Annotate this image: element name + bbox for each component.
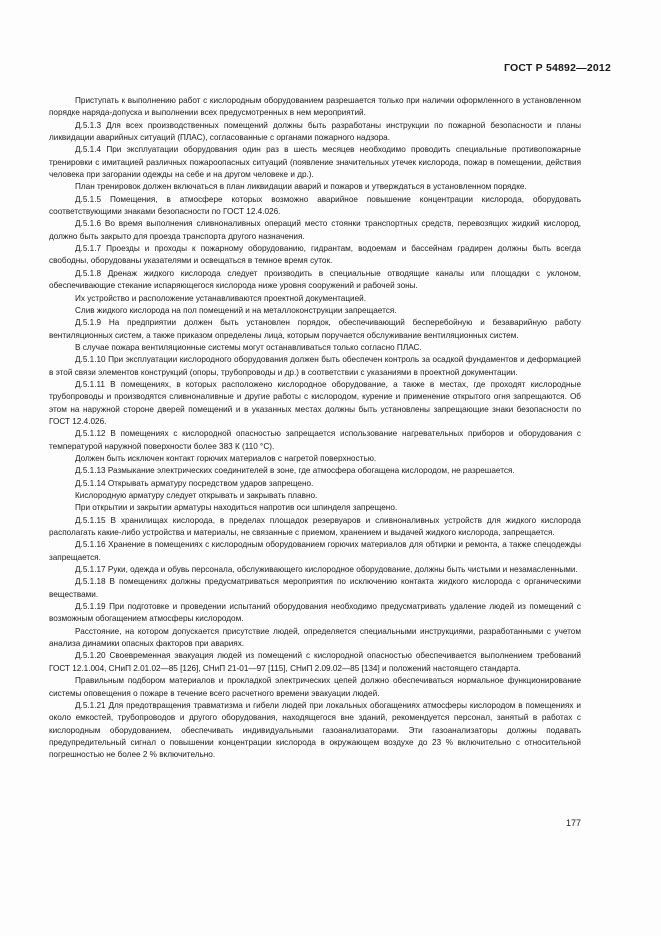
paragraph: Кислородную арматуру следует открывать и закрывать плавно. (75, 491, 318, 500)
paragraph: Д.5.1.13 Размыкание электрических соединителей в зоне, где атмосфера обогащена кислородом, не разрешается. (75, 466, 515, 476)
page-number: 177 (565, 818, 581, 828)
paragraph: В случае пожара вентиляционные системы могут останавливаться только согласно ПЛАС. (75, 342, 422, 352)
paragraph: Расстояние, на котором допускается присутствие людей, определяется специальными инструкциями, разработанными с учетом анализа динамики опасных факторов при авариях. (49, 626, 581, 649)
paragraph: Д.5.1.8 Дренаж жидкого кислорода следует производить в специальные отводящие каналы или площадки с уклоном, обеспечивающие стекание испаряющегося кислорода ниже уровня сооружений и рабочей зоны. (49, 268, 581, 291)
paragraph: Д.5.1.5 Помещения, в атмосфере которых возможно аварийное повышение концентрации кислорода, оборудовать соответствующими знаками безопасности по ГОСТ 12.4.026. (49, 194, 581, 217)
paragraph: Их устройство и расположение устанавливаются проектной документацией. (75, 293, 367, 303)
paragraph: Д.5.1.19 При подготовке и проведении испытаний оборудования необходимо предусматривать удаление людей из помещений с возможным обогащением атмосферы кислородом. (49, 602, 581, 624)
paragraph: Приступать к выполнению работ с кислородным оборудованием разрешается только при наличии оформленного в установленном порядке наряда-допуска и выполнении всех предусмотренных в нем мероприятий. (49, 96, 581, 118)
paragraph: Д.5.1.18 В помещениях должны предусматриваться мероприятия по исключению контакта жидкого кислорода с органическими веществами. (49, 577, 581, 599)
paragraph: Д.5.1.7 Проезды и проходы к пожарному оборудованию, гидрантам, водоемам и бассейнам градирен должны быть всегда свободны, оборудованы указателями и освещаться в темное время суток. (49, 244, 581, 266)
paragraph: Д.5.1.10 При эксплуатации кислородного оборудования должен быть обеспечен контроль за осадкой фундаментов и деформацией в этой связи элементов конструкций (опоры, трубопроводы и др.) в соответствии с указаниями в проектной документации. (49, 355, 581, 377)
document-body (49, 95, 581, 762)
paragraph: Д.5.1.15 В хранилищах кислорода, в пределах площадок резервуаров и сливноналивных устройств для жидкого кислорода располагать какие-либо устройства и материалы, не связанные с приемом, хранением и выдачей жидкого кислорода, запрещается. (49, 515, 581, 538)
paragraph: Д.5.1.9 На предприятии должен быть установлен порядок, обеспечивающий бесперебойную и безаварийную работу вентиляционных систем, а также приказом определены лица, которым поручается обслуживание вентиляционных систем. (49, 318, 581, 340)
paragraph: Д.5.1.6 Во время выполнения сливноналивных операций место стоянки транспортных средств, перевозящих жидкий кислород, должно быть закрыто для проезда транспорта другого назначения. (49, 219, 581, 241)
paragraph: Д.5.1.11 В помещениях, в которых расположено кислородное оборудование, а также в местах, где проходят кислородные трубопроводы и производятся сливноналивные и другие работы с кислородом, курение и применение открытого огня запрещаются. Об этом на наружной стороне дверей помещений и в указанных местах должны быть установлены запрещающие знаки безопасности по ГОСТ 12.4.026. (49, 379, 581, 426)
paragraph: Д.5.1.12 В помещениях с кислородной опасностью запрещается использование нагревательных приборов и оборудования с температурой наружной поверхности более 383 К (110 °С). (49, 429, 581, 451)
paragraph: Должен быть исключен контакт горючих материалов с нагретой поверхностью. (75, 453, 377, 463)
paragraph: Д.5.1.17 Руки, одежда и обувь персонала, обслуживающего кислородное оборудование, должны быть чистыми и незамасленными. (75, 565, 578, 575)
paragraph: Д.5.1.20 Своевременная эвакуация людей из помещений с кислородной опасностью обеспечивается выполнением требований ГОСТ 12.1.004, СНиП 2.01.02—85 [126], СНиП 21-01—97 [115], СНиП 2.09.02—85 [134] и положений настоящего стандарта. (49, 651, 581, 673)
paragraph: Д.5.1.16 Хранение в помещениях с кислородным оборудованием горючих материалов для обтирки и ремонта, а также спецодежды запрещается. (49, 540, 581, 562)
paragraph: Д.5.1.14 Открывать арматуру посредством ударов запрещено. (75, 478, 314, 488)
paragraph: План тренировок должен включаться в план ликвидации аварий и пожаров и утверждаться в установленном порядке. (75, 182, 527, 192)
paragraph: Слив жидкого кислорода на пол помещений и на металлоконструкции запрещается. (75, 305, 397, 315)
paragraph: Д.5.1.4 При эксплуатации оборудования один раз в шесть месяцев необходимо проводить специальные противопожарные тренировки с имитацией различных пожароопасных ситуаций (появление значительных утечек кислорода, пожар в помещении, действия человека при загорании одежды на себе и на другом человеке и др.). (49, 145, 581, 180)
paragraph: При открытии и закрытии арматуры находиться напротив оси шпинделя запрещено. (75, 503, 398, 513)
paragraph: Правильным подбором материалов и прокладкой электрических цепей должно обеспечиваться нормальное функционирование системы оповещения о пожаре в течение всего расчетного времени эвакуации людей. (49, 676, 581, 698)
paragraph: Д.5.1.21 Для предотвращения травматизма и гибели людей при локальных обогащениях атмосферы кислородом в помещениях и около емкостей, трубопроводов и другого оборудования, находящегося вне зданий, рекомендуется персонал, занятый в работах с кислородным оборудованием, обеспечивать индивидуальными газоанализаторами. Эти газоанализаторы должны подавать предупредительный сигнал о повышении концентрации кислорода в окружающем воздухе до 23 % включительно с относительной погрешностью не более 2 % включительно. (49, 700, 581, 760)
standard-header: ГОСТ Р 54892—2012 (503, 62, 611, 74)
paragraph: Д.5.1.3 Для всех производственных помещений должны быть разработаны инструкции по пожарной безопасности и планы ликвидации аварийных ситуаций (ПЛАС), согласованные с органами пожарного надзора. (49, 120, 581, 143)
